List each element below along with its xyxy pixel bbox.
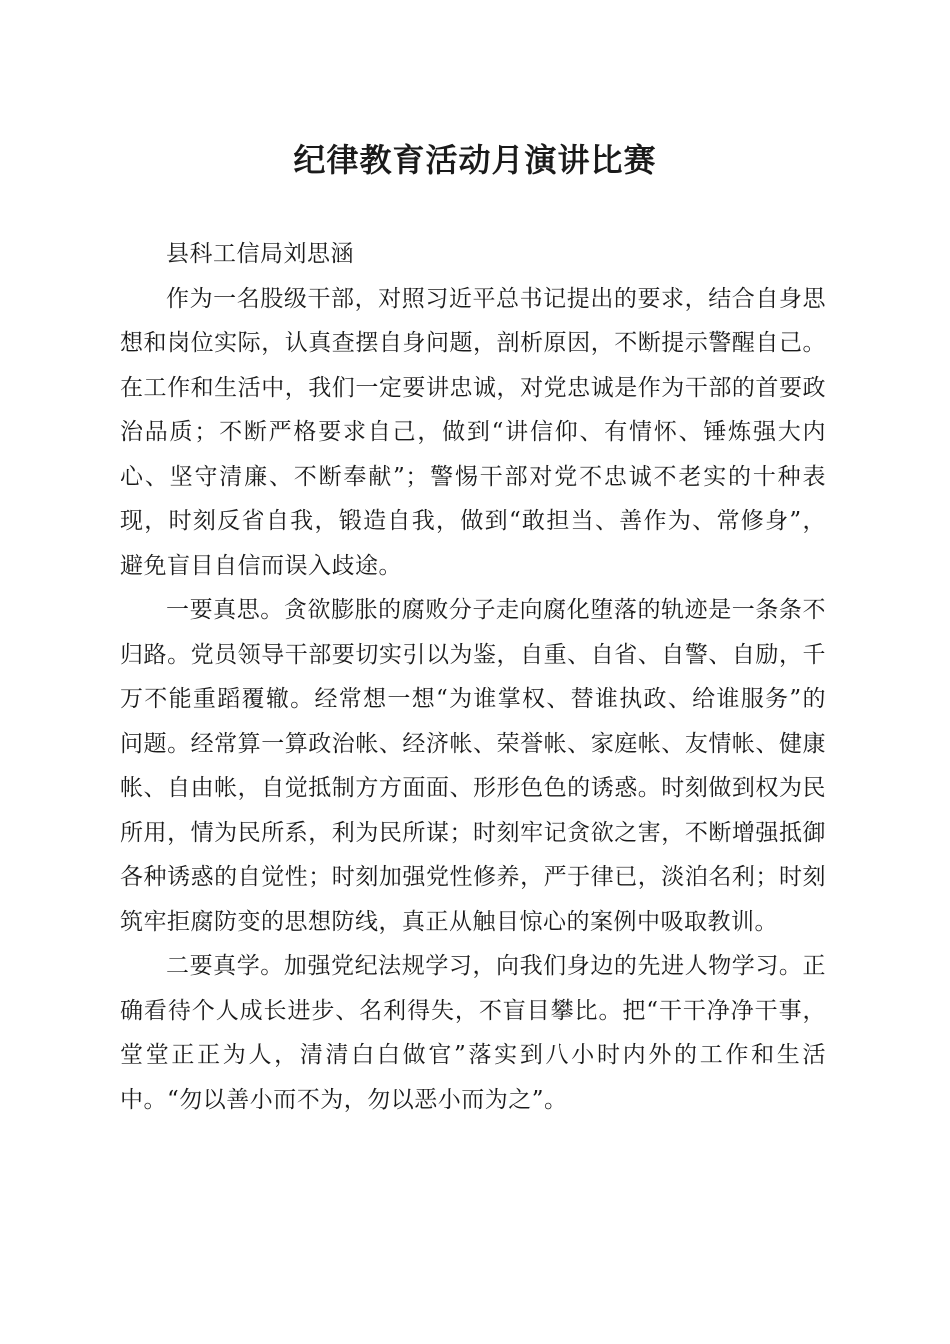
document-body — [120, 232, 826, 1122]
document-title: 纪律教育活动月演讲比赛 — [293, 141, 657, 179]
paragraph-reflect: 一要真思。贪欲膨胀的腐败分子走向腐化堕落的轨迹是一条条不归路。党员领导干部要切实引以为鉴，自重、自省、自警、自励，千万不能重蹈覆辙。经常想一想“为谁掌权、替谁执政、给谁服务”的问题。经常算一算政治帐、经济帐、荣誉帐、家庭帐、友情帐、健康帐、自由帐，自觉抵制方方面面、形形色色的诱惑。时刻做到权为民所用，情为民所系，利为民所谋；时刻牢记贪欲之害，不断增强抵御各种诱惑的自觉性；时刻加强党性修养，严于律已，淡泊名利；时刻筑牢拒腐防变的思想防线，真正从触目惊心的案例中吸取教训。 — [120, 597, 826, 935]
paragraph-study: 二要真学。加强党纪法规学习，向我们身边的先进人物学习。正确看待个人成长进步、名利得失，不盲目攀比。把“干干净净干事，堂堂正正为人，清清白白做官”落实到八小时内外的工作和生活中。“勿以善小而不为，勿以恶小而为之”。 — [120, 953, 826, 1113]
paragraph-intro: 作为一名股级干部，对照习近平总书记提出的要求，结合自身思想和岗位实际，认真查摆自身问题，剖析原因，不断提示警醒自己。在工作和生活中，我们一定要讲忠诚，对党忠诚是作为干部的首要政治品质；不断严格要求自己，做到“讲信仰、有情怀、锤炼强大内心、坚守清廉、不断奉献”；警惕干部对党不忠诚不老实的十种表现，时刻反省自我，锻造自我，做到“敢担当、善作为、常修身”，避免盲目自信而误入歧途。 — [120, 285, 826, 579]
author-line: 县科工信局刘思涵 — [166, 241, 354, 267]
